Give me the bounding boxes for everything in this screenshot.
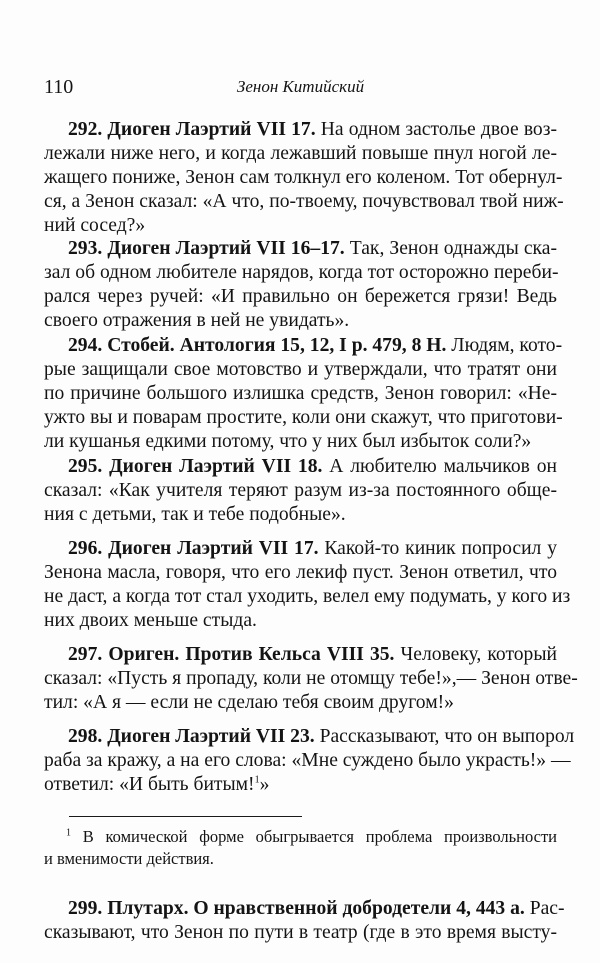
entry-reference: 299. Плутарх. О нравственной добродетели 4, 443 a. [68, 898, 525, 919]
footnote [44, 826, 557, 870]
entry-line: Зенона масла, говоря, что его лекиф пуст. Зенон ответил, что [44, 562, 557, 583]
footnote-divider [69, 816, 302, 817]
entry-reference: 298. Диоген Лаэртий VII 23. [68, 726, 315, 747]
entry-line [44, 537, 557, 561]
entry-line [44, 643, 557, 667]
entry-292 [44, 118, 564, 238]
entry-line: зал об одном любителе нарядов, когда тот осторожно переби- [44, 262, 559, 283]
entry-line [44, 118, 557, 142]
entry-line: ли кушанья едкими потому, что у них был избыток соли?» [44, 431, 532, 452]
entry-line: не даст, а когда тот стал уходить, велел ему подумать, у кого из [44, 586, 571, 607]
entry-text: ответил: «И быть битым! [44, 774, 255, 795]
entry-line: по причине большого излишка средств, Зенон говорил: «Не- [44, 383, 557, 404]
entry-reference: 297. Ориген. Против Кельса VIII 35. [68, 644, 395, 665]
entry-line: них двоих меньше стыда. [44, 610, 257, 631]
entry-line: сказывают, что Зенон по пути в театр (где в это время высту- [44, 922, 557, 943]
footnote-line [44, 826, 557, 848]
entry-line: ся, а Зенон сказал: «А что, по-твоему, почувствовал твой ниж- [44, 191, 564, 212]
footnote-text: В комической форме обыгрывается проблема произвольности [71, 827, 557, 846]
page-number: 110 [44, 76, 74, 98]
running-title: Зенон Китийский [236, 77, 365, 96]
entry-text: Рассказывают, что он выпорол [314, 726, 575, 747]
entry-reference: 293. Диоген Лаэртий VII 16–17. [68, 238, 345, 259]
entry-298 [44, 725, 575, 797]
entry-line: раба за кражу, а на его слова: «Мне суждено было украсть!» — [44, 750, 571, 771]
entry-line [44, 897, 565, 921]
entry-text: » [259, 774, 270, 795]
footnote-line: и вменимости действия. [44, 849, 214, 868]
entry-line: рые защищали свое мотовство и утверждали, что тратят они [44, 359, 557, 380]
entry-line: лежали ниже него, и когда лежавший повыше пнул ногой ле- [44, 143, 557, 164]
entry-line [44, 334, 563, 358]
entry-reference: 296. Диоген Лаэртий VII 17. [68, 538, 319, 559]
entry-line: тил: «А я — если не сделаю тебя своим другом!» [44, 692, 454, 713]
running-head [44, 74, 557, 100]
entry-line [44, 455, 557, 479]
footnote-reference[interactable]: 1 [254, 774, 260, 786]
entry-text: Какой-то киник попросил у [318, 538, 557, 559]
entry-reference: 292. Диоген Лаэртий VII 17. [68, 119, 316, 140]
entry-reference: 295. Диоген Лаэртий VII 18. [68, 456, 323, 477]
entry-line [44, 237, 557, 261]
entry-296 [44, 537, 571, 633]
entry-reference: 294. Стобей. Антология 15, 12, I p. 479, 8 H. [68, 335, 447, 356]
entry-line: ужто вы и поварам простите, коли они скажут, что приготови- [44, 407, 563, 428]
entry-297 [44, 643, 578, 715]
entry-text: Человеку, который [394, 644, 557, 665]
entry-text: Так, Зенон однажды ска- [344, 238, 557, 259]
entry-text: А любителю мальчиков он [322, 456, 557, 477]
entry-line: сказал: «Как учителя теряют разум из-за постоянного обще- [44, 480, 557, 501]
entry-line [44, 725, 575, 749]
entry-line: сказал: «Пусть я пропаду, коли не отомщу тебе!»,— Зенон отве- [44, 668, 578, 689]
entry-293 [44, 237, 557, 333]
entry-line: жащего пониже, Зенон сам толкнул его коленом. Тот обернул- [44, 167, 563, 188]
entry-294 [44, 334, 563, 454]
entry-299 [44, 897, 565, 945]
footnote-marker: 1 [66, 827, 71, 839]
entry-line: ний сосед?» [44, 215, 146, 236]
entry-text: На одном застолье двое воз- [315, 119, 557, 140]
entry-line: ния с детьми, так и тебе подобные». [44, 504, 346, 525]
entry-line [44, 773, 557, 797]
entry-text: Людям, кото- [446, 335, 563, 356]
entry-line: своего отражения в ней не увидать». [44, 310, 350, 331]
entry-295 [44, 455, 557, 527]
entry-text: Рас- [524, 898, 565, 919]
entry-line: рался через ручей: «И правильно он бережется грязи! Ведь [44, 286, 557, 307]
